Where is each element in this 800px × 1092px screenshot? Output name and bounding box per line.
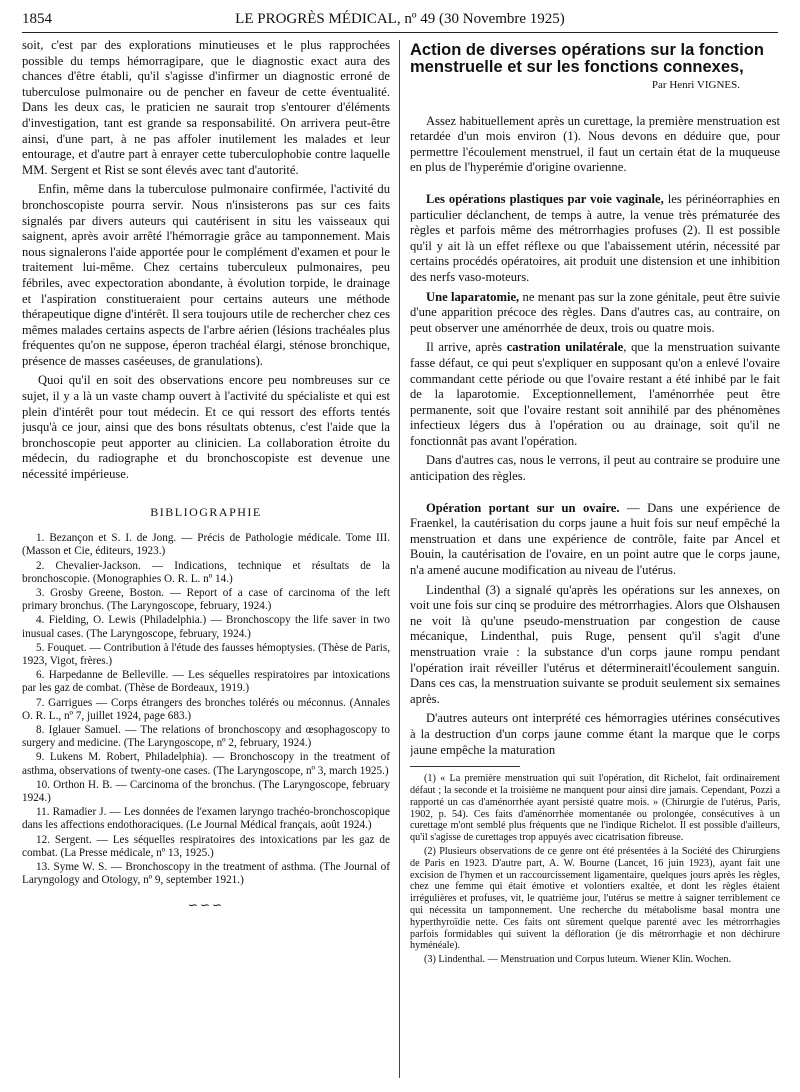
bibliography-entry: 9. Lukens M. Robert, Philadelphia). — Bronchoscopy in the treatment of asthma, observations of twenty-one cases. (The Laryngoscope, nº 3, march 1925.) [22,751,390,777]
bibliography-entry: 8. Iglauer Samuel. — The relations of bronchoscopy and œsophagoscopy to surgery and medicine. (The Laryngoscope, nº 2, february, 1924.) [22,724,390,750]
footnote-rule [410,766,520,767]
run-in-heading: Les opérations plastiques par voie vaginale, [426,191,664,206]
article-author: Par Henri VIGNES. [651,79,740,91]
run-in-heading: castration unilatérale [506,340,624,355]
right-paragraph-2: Les opérations plastiques par voie vaginale, les périnéorraphies en particulier déclanchent, de temps à autre, la venue très prématurée des règles et parfois même des métrorrhagies profuses (2). Il est possible qu'il y ait là un effet réflexe ou que l'abaissement utérin, nécessité par certains procédés opératoires, ait produit une distension et une inhibition des nerfs vaso-moteurs. [410,191,780,284]
run-in-heading: Opération portant sur un ovaire. [426,500,620,515]
running-title: LE PROGRÈS MÉDICAL, nº 49 (30 Novembre 1925) [235,10,565,27]
right-paragraph-3: Une laparatomie, ne menant pas sur la zone génitale, peut être suivie d'une apparition précoce des règles. Dans d'autres cas, au contraire, on peut observer une aménorrhée de deux, trois ou quatre mois. [410,289,780,335]
bibliography-entry: 1. Bezançon et S. I. de Jong. — Précis de Pathologie médicale. Tome III. (Masson et Cie, éditeurs, 1923.) [22,532,390,558]
page-number: 1854 [22,10,52,27]
right-paragraph-5: Dans d'autres cas, nous le verrons, il peut au contraire se produire une anticipation des règles. [410,453,780,484]
left-column [22,38,390,1082]
right-paragraph-4: Il arrive, après castration unilatérale, que la menstruation suivante fasse défaut, ce qui peut s'expliquer en supposant qu'on a enlevé l'ovaire commandant cette période ou que l'ovaire restant a été inhibé par le fait de la laparotomie. Exceptionnellement, l'aménorrhée peut être permanente, soit que l'ovaire restant soit annihilé par des phénomènes infectieux légers dus à l'opération ou au drainage, soit qu'il ne fonctionnât pas avant l'opération. [410,340,780,448]
article-title: Action de diverses opérations sur la fonction menstruelle et sur les fonctions connexes, [410,41,764,76]
footnote: (3) Lindenthal. — Menstruation und Corpus luteum. Wiener Klin. Wochen. [424,954,732,966]
right-paragraph-1: Assez habituellement après un curettage, la première menstruation est retardée d'un mois environ (1). Nous devons en déduire que, pour permettre l'écoulement menstruel, il faut un certain état de la muqueuse en plus de l'hyperémie d'origine ovarienne. [410,113,780,175]
right-paragraph-7: Lindenthal (3) a signalé qu'après les opérations sur les annexes, on voit une fois sur cinq se produire des métrorrhagies. Alors que Olshausen ne voit là qu'une pseudo-menstruation par congestion de cause mécanique, Lindenthal, puis Ruge, pensent qu'il s'agit d'une menstruation vraie : la substance d'un corps jaune rompu pendant l'opération irait réveiller l'utérus et détermineraitl'écoulement sanguin. Dans ces cas, la menstruation suivante se produit seulement six semaines après. [410,582,780,706]
right-paragraph-6: Opération portant sur un ovaire. — Dans une expérience de Fraenkel, la cautérisation du corps jaune a huit fois sur neuf empêché la menstruation et dans une expérience de contrôle, faite par Ancel et Bouin, la cautérisation de l'ovaire, en un point autre que le corps jaune, n'a amené aucune modification au niveau de l'utérus. [410,500,780,578]
bibliography-entry: 2. Chevalier-Jackson. — Indications, technique et résultats de la bronchoscopie. (Monographies O. R. L. nº 14.) [22,559,390,585]
column-divider [399,40,400,1078]
bibliography-list [22,532,390,887]
bibliography-entry: 7. Garrigues — Corps étrangers des bronches tolérés ou méconnus. (Annales O. R. L., nº 7, juillet 1924, page 683.) [22,696,390,722]
bibliography-entry: 12. Sergent. — Les séquelles respiratoires des intoxications par les gaz de combat. (La Presse médicale, nº 13, 1925.) [22,833,390,859]
run-in-heading: Une laparatomie, [426,289,520,304]
footnote: (2) Plusieurs observations de ce genre ont été présentées à la Société des Chirurgiens de Paris en 1923. D'autre part, A. W. Bourne (Lancet, 16 juin 1923), ayant fait une excision de l'hymen et un raccourcissement ligamentaire, quelques jours après les règles, chez une femme qui était émotive et volontiers exaltée, et dont les règles étaient irrégulières et profuses, vit, le quatrième jour, l'utérus se mettre à saigner terriblement ce qui nécessita un tamponnement. Une recherche du métabolisme basal montra une hyperthyroïdie nette. Ces faits ont sûrement quelque parenté avec les métrorrhagies parfois formidables qui suivent la défloration (je dis métrorrhagie et non déchirure hyménéale). [410,845,780,952]
left-paragraph-2: Enfin, même dans la tuberculose pulmonaire confirmée, l'activité du bronchoscopiste pourra servir. Nous n'insisterons pas sur ces faits signalés par divers auteurs qui cautérisent in situ les vaisseaux qui saignent, après avoir arrêté l'hémorragie grâce au tamponnement. Mais nous signalerons l'aide apportée pour le complément d'examen et pour le traitement lui-même. Chez certains tuberculeux pulmonaires, peu fébriles, avec expectoration abondante, à évolution torpide, le drainage et l'aspiration constitueraient pour certains auteurs une méthode thérapeutique digne d'intérêt. Il sera toujours utile de rechercher chez ces mêmes malades certains aspects de l'arbre aérien (lésions trachéales plus fréquentes qu'on ne suppose, éperon trachéal élargi, sténose bronchique, présence de masses caséeuses, de granulations). [22,182,390,368]
left-paragraph-3: Quoi qu'il en soit des observations encore peu nombreuses sur ce sujet, il y a là un vaste champ ouvert à l'activité du spécialiste et qui est plein d'intérêt pour tout médecin. Et ce qui ressort des efforts tentés jusqu'à ce jour, ainsi que des bons résultats obtenus, c'est l'aide que la bronchoscopie peut apporter au clinicien. La collaboration étroite du médecin, du radiographe et du bronchoscopiste est devenue une nécessité impérieuse. [22,373,390,482]
ornament-divider: ∽∽∽ [187,897,225,912]
bibliography-title: BIBLIOGRAPHIE [150,504,262,519]
footnote: (1) « La première menstruation qui suit l'opération, dit Richelot, fait ordinairement défaut ; la seconde et la troisième ne manquent pour ainsi dire jamais. Cependant, Pozzi a rapporté un cas d'aménorrhée ayant persisté quatre mois. » (Chirurgie de l'utérus, Paris, 1902, p. 54). Ces faits d'aménorrhée momentanée ou prolongée, consécutives à un curettage m'ont semblé plus fréquents que ne l'indique Richelot. Il est possible d'ailleurs, qu'il s'agisse de curettages trop appuyés avec cicatrisation fibreuse. [410,773,780,844]
left-paragraph-1: soit, c'est par des explorations minutieuses et le plus rapprochées possible du temps hémorragipare, que le diagnostic exact aura des chances d'être établi, qu'il s'agisse d'infirmer un diagnostic erroné de tuberculose pulmonaire ou de pencher en faveur de cette éventualité. Dans les deux cas, le praticien ne saurait trop s'entourer d'éléments d'investigation, tant est grande sa responsabilité. On arrivera peut-être ainsi, d'une part, à ne pas affoler inutilement les malades et leur entourage, et d'autre part à enrayer cette tuberculophobie contre laquelle MM. Sergent et Rist se sont élevés avec tant d'autorité. [22,38,390,177]
page-header [22,6,778,33]
footnotes [410,773,780,966]
bibliography-entry: 3. Grosby Greene, Boston. — Report of a case of carcinoma of the left primary bronchus. (The Laryngoscope, february, 1924.) [22,587,390,613]
bibliography-entry: 6. Harpedanne de Belleville. — Les séquelles respiratoires par intoxications par les gaz de combat. (Thèse de Bordeaux, 1919.) [22,669,390,695]
bibliography-entry: 4. Fielding, O. Lewis (Philadelphia.) — Bronchoscopy the life saver in two inusual cases. (The Laryngoscope, february, 1924.) [22,614,390,640]
bibliography-entry: 5. Fouquet. — Contribution à l'étude des fausses hémoptysies. (Thèse de Paris, 1923, Vigot, frères.) [22,641,390,668]
right-column [410,38,780,1082]
bibliography-entry: 11. Ramadier J. — Les données de l'examen laryngo trachéo-bronchoscopique dans les affections endothoraciques. (Le Journal Médical français, août 1924.) [22,806,390,832]
bibliography-entry: 13. Syme W. S. — Bronchoscopy in the treatment of asthma. (The Journal of Laryngology and Otology, nº 9, september 1921.) [22,861,390,887]
right-paragraph-8: D'autres auteurs ont interprété ces hémorragies utérines consécutives à la destruction d'un corps jaune comme étant la marque que le corps jaune empêche la maturation [410,711,780,757]
bibliography-entry: 10. Orthon H. B. — Carcinoma of the bronchus. (The Laryngoscope, february 1924.) [22,778,390,805]
